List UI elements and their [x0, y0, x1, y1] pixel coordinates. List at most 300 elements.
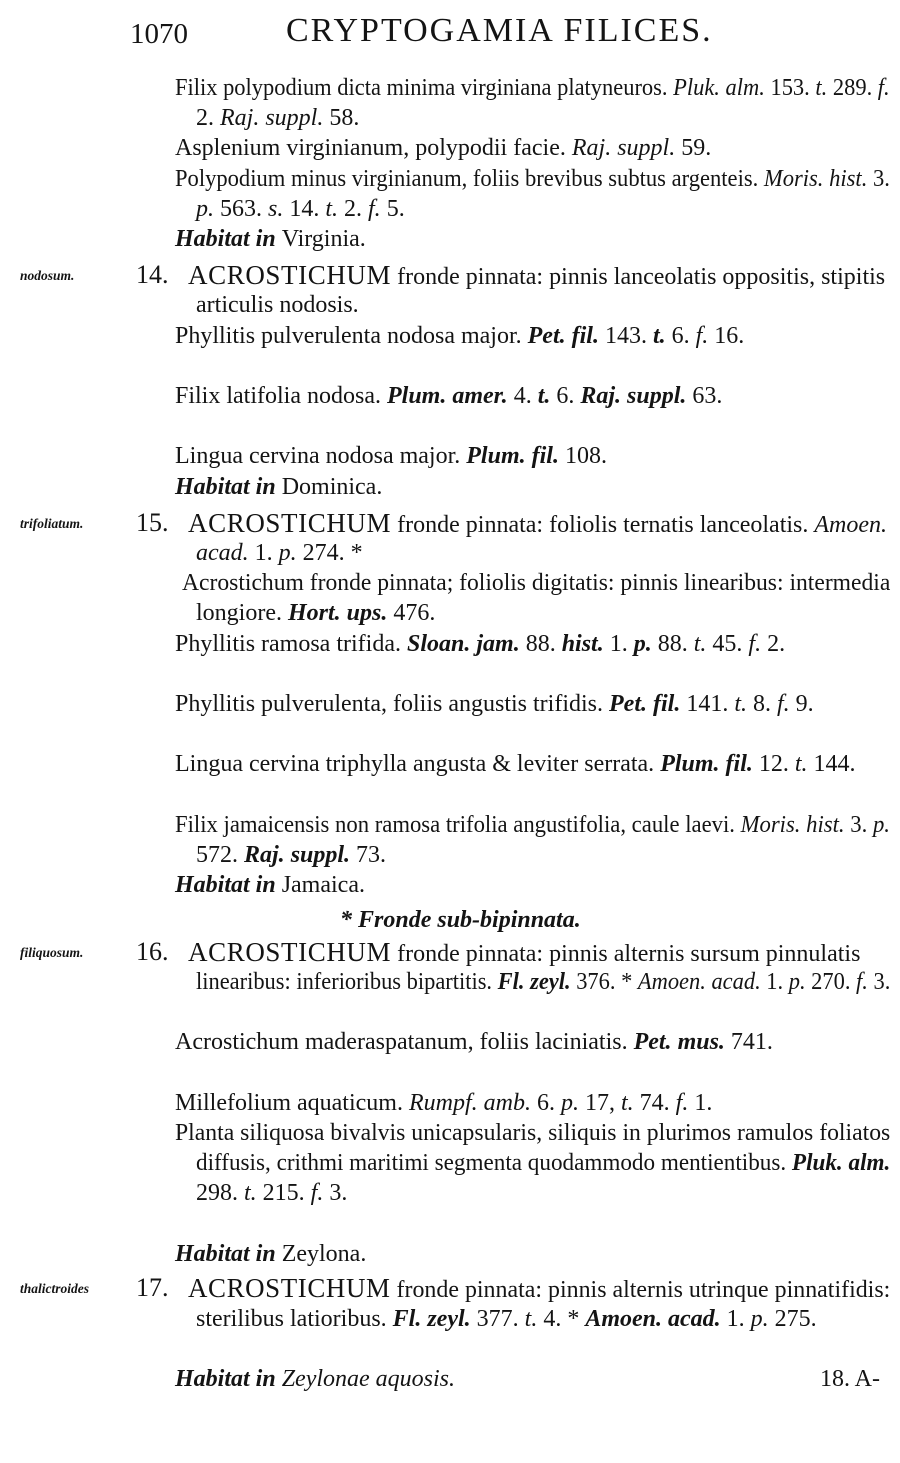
citation-text: f.: [856, 968, 874, 995]
citation-text: t.: [620, 1089, 640, 1116]
citation-text: Raj.: [571, 135, 618, 162]
entry-text: 3.: [873, 968, 891, 995]
entry-text: trifolia: [445, 811, 514, 838]
entry-text: articulis: [196, 292, 280, 319]
entry-text: alternis: [612, 1277, 689, 1304]
entry-text: virginianum,: [351, 165, 473, 192]
citation-text: Amoen.: [814, 511, 888, 538]
citation-text: t.: [325, 195, 345, 222]
entry-text: linearibus:: [196, 968, 297, 995]
entry-text: 4.: [543, 1305, 568, 1332]
entry-text: 1.: [609, 630, 634, 657]
citation-text: Pet.: [609, 691, 653, 718]
citation-text: alm.: [848, 1150, 891, 1177]
entry-text: triphylla: [325, 751, 413, 778]
citation-text: f.: [748, 630, 768, 657]
entry-text: 274.: [302, 540, 351, 567]
entry-line: [175, 630, 785, 658]
entry-text: segmenta: [434, 1150, 528, 1177]
entry-text: trifida.: [336, 630, 407, 657]
entry-continuation-line: [196, 599, 435, 627]
entry-continuation-line: [196, 968, 890, 996]
entry-text: 275.: [774, 1305, 817, 1332]
entry-text: *: [350, 540, 363, 567]
entry-text: in: [622, 1119, 647, 1146]
entry-text: 2.: [344, 195, 369, 222]
entry-text: Asplenium: [175, 135, 287, 162]
citation-text: Fl.: [497, 968, 531, 995]
entry-text: major.: [399, 443, 467, 470]
citation-text: f.: [695, 322, 715, 349]
entry-text: 45.: [712, 630, 749, 657]
entry-text: mentientibus.: [660, 1150, 792, 1177]
entry-line: [175, 442, 607, 470]
entry-text: 63.: [692, 383, 723, 410]
entry-text: 6.: [671, 322, 696, 349]
citation-text: Moris.: [740, 811, 807, 838]
entry-text: 14.: [289, 195, 326, 222]
entry-text: subtus: [608, 165, 672, 192]
entry-text: polypodium: [223, 75, 338, 101]
entry-text: pulverulenta: [261, 322, 387, 349]
entry-text: Filix: [175, 383, 227, 410]
citation-text: t.: [693, 630, 713, 657]
citation-text: acad.: [196, 540, 255, 567]
citation-text: Raj.: [244, 842, 291, 869]
entry-continuation-line: [196, 1305, 817, 1333]
citation-text: hist.: [806, 811, 851, 838]
citation-text: Pet.: [527, 322, 572, 349]
citation-text: f.: [877, 75, 890, 101]
entry-text: angustis: [448, 691, 533, 718]
citation-text: Plum.: [466, 443, 532, 470]
citation-text: amb.: [483, 1089, 537, 1116]
citation-text: Moris.: [763, 165, 830, 192]
entry-line: [175, 1028, 773, 1056]
citation-text: zeyl.: [530, 968, 577, 995]
entry-text: siliquis: [548, 1119, 623, 1146]
entry-text: Zeylona.: [281, 1240, 367, 1267]
entry-text: 6.: [536, 1089, 561, 1116]
entry-line: [175, 74, 890, 102]
citation-text: f.: [310, 1180, 330, 1207]
entry-text: 141.: [686, 691, 735, 718]
entry-text: cervina: [248, 751, 326, 778]
entry-line: [175, 871, 365, 899]
citation-text: s.: [268, 195, 290, 222]
entry-text: 6.: [556, 383, 581, 410]
entry-text: bivalvis: [330, 1119, 412, 1146]
entry-text: 476.: [393, 600, 436, 627]
citation-text: f.: [776, 691, 796, 718]
entry-line: [182, 569, 890, 597]
entry-text: lanceolatis: [613, 264, 723, 291]
citation-text: suppl.: [290, 842, 357, 869]
entry-continuation-line: [196, 1149, 890, 1177]
entry-line: [175, 1365, 455, 1393]
citation-text: p.: [278, 540, 303, 567]
entry-text: nodosis.: [279, 292, 359, 319]
entry-text: 270.: [811, 968, 857, 995]
citation-text: p.: [872, 811, 890, 838]
entry-continuation-line: [196, 1179, 347, 1207]
entry-text: Filix: [175, 811, 224, 838]
citation-text: suppl.: [617, 135, 682, 162]
citation-text: in: [255, 872, 282, 899]
page-number: 1070: [130, 18, 188, 50]
entry-text: non: [335, 811, 375, 838]
entry-text: cervina: [248, 443, 326, 470]
entry-text: Acrostichum: [175, 1029, 305, 1056]
margin-species-name: filiquosum.: [20, 944, 84, 960]
citation-text: t.: [794, 751, 814, 778]
genus-name: ACROSTICHUM: [188, 507, 392, 538]
entry-line: [175, 1240, 366, 1268]
entry-text: fronde: [396, 1277, 465, 1304]
margin-species-name: trifoliatum.: [20, 515, 84, 531]
entry-text: serrata.: [584, 751, 661, 778]
citation-text: Habitat: [175, 1366, 256, 1393]
entry-text: inferioribus: [296, 968, 407, 995]
entry-text: polypodii: [415, 135, 514, 162]
entry-text: pinnatifidis:: [774, 1277, 891, 1304]
entry-line: [175, 811, 890, 839]
entry-text: pinnis: [548, 1277, 613, 1304]
entry-line: [188, 509, 887, 539]
entry-text: dicta: [337, 75, 387, 101]
entry-text: crithmi: [276, 1150, 350, 1177]
citation-text: Amoen.: [637, 968, 712, 995]
entry-text: stipitis: [821, 264, 886, 291]
entry-continuation-line: [196, 291, 359, 319]
entry-text: angustifolia,: [513, 811, 632, 838]
entry-text: ramosa: [261, 630, 337, 657]
entry-text: minima: [386, 75, 461, 101]
citation-text: f.: [675, 1089, 695, 1116]
entry-text: 215.: [262, 1180, 311, 1207]
entry-number: 16.: [136, 936, 169, 966]
entry-text: *: [567, 1305, 586, 1332]
citation-text: Fl.: [392, 1305, 428, 1332]
entry-text: digitatis:: [531, 570, 621, 597]
margin-species-name: nodosum.: [20, 268, 75, 284]
entry-text: foliolis: [459, 570, 532, 597]
entry-line: [175, 750, 856, 778]
entry-text: 377.: [476, 1305, 525, 1332]
entry-text: 376.: [576, 968, 622, 995]
entry-text: Millefolium: [175, 1089, 297, 1116]
entry-text: virginiana: [460, 75, 558, 101]
entry-text: 3.: [850, 811, 873, 838]
entry-text: quodammodo: [527, 1150, 661, 1177]
catchword: 18. A-: [820, 1366, 880, 1393]
citation-text: fil.: [725, 751, 759, 778]
entry-text: maritimi: [349, 1150, 435, 1177]
entry-text: fronde: [397, 511, 466, 538]
entry-text: fronde: [397, 940, 466, 967]
citation-text: jam.: [476, 630, 526, 657]
entry-text: latioribus.: [290, 1305, 393, 1332]
entry-text: maderaspatanum,: [304, 1029, 480, 1056]
entry-text: 9.: [795, 691, 814, 718]
entry-text: 2.: [767, 630, 786, 657]
citation-text: suppl.: [627, 383, 693, 410]
entry-text: &: [492, 751, 517, 778]
entry-text: 108.: [564, 443, 607, 470]
entry-text: 12.: [758, 751, 795, 778]
entry-text: 88.: [657, 630, 694, 657]
entry-text: Dominica.: [281, 473, 383, 500]
citation-text: mus.: [677, 1029, 731, 1056]
entry-text: 1.: [726, 1305, 751, 1332]
entry-line: [175, 165, 890, 193]
citation-text: ups.: [346, 600, 394, 627]
citation-text: p.: [196, 195, 220, 222]
citation-text: amer.: [452, 383, 514, 410]
entry-text: minus: [290, 165, 352, 192]
entry-text: 74.: [639, 1089, 676, 1116]
citation-text: Sloan.: [406, 630, 477, 657]
entry-text: intermedia: [789, 570, 891, 597]
entry-text: Phyllitis: [175, 322, 262, 349]
entry-line: [175, 690, 814, 718]
citation-text: acad.: [668, 1305, 727, 1332]
entry-line: [175, 473, 382, 501]
entry-text: 1.: [694, 1089, 713, 1116]
citation-text: Habitat: [175, 1240, 256, 1267]
entry-text: plurimos: [646, 1119, 737, 1146]
citation-text: in: [255, 1366, 282, 1393]
entry-text: pinnata:: [465, 511, 550, 538]
citation-text: Zeylonae: [281, 1366, 376, 1393]
citation-text: Amoen.: [585, 1305, 669, 1332]
entry-text: 153.: [770, 75, 816, 101]
entry-text: Acrostichum: [182, 570, 310, 597]
citation-text: fil.: [531, 443, 565, 470]
citation-text: Habitat: [175, 473, 256, 500]
entry-line: [175, 134, 711, 162]
citation-text: fil.: [652, 691, 687, 718]
entry-text: nodosa: [386, 322, 461, 349]
citation-text: t.: [537, 383, 557, 410]
entry-line: [188, 261, 885, 291]
entry-text: fronde: [397, 264, 466, 291]
citation-text: suppl.: [265, 105, 330, 132]
citation-text: p.: [750, 1305, 775, 1332]
entry-line: [175, 225, 366, 253]
citation-text: t.: [652, 322, 672, 349]
entry-text: 563.: [220, 195, 268, 222]
citation-text: acad.: [711, 968, 767, 995]
citation-text: t.: [524, 1305, 544, 1332]
entry-continuation-line: [196, 195, 405, 223]
citation-text: alm.: [725, 75, 771, 101]
entry-text: foliis: [479, 1029, 535, 1056]
entry-text: linearibus:: [683, 570, 790, 597]
citation-text: aquosis.: [375, 1366, 456, 1393]
entry-text: laevi.: [685, 811, 741, 838]
citation-text: Raj.: [580, 383, 628, 410]
entry-text: 59.: [681, 135, 712, 162]
entry-text: lanceolatis.: [699, 511, 815, 538]
entry-text: leviter: [516, 751, 585, 778]
citation-text: Pluk.: [673, 75, 726, 101]
entry-text: angusta: [412, 751, 493, 778]
entry-text: foliolis: [549, 511, 624, 538]
citation-text: Pet.: [633, 1029, 678, 1056]
entry-text: 58.: [329, 105, 360, 132]
entry-text: nodosa: [325, 443, 400, 470]
citation-text: in: [255, 226, 282, 252]
entry-text: platyneuros.: [557, 75, 674, 101]
entry-text: 572.: [196, 842, 244, 869]
entry-text: Jamaica.: [281, 872, 365, 899]
genus-name: ACROSTICHUM: [188, 1273, 391, 1304]
entry-text: pinnata;: [377, 570, 460, 597]
entry-text: ramosa: [374, 811, 446, 838]
citation-text: Rumpf.: [408, 1089, 484, 1116]
entry-text: 5.: [386, 195, 405, 222]
entry-text: argenteis.: [671, 165, 764, 192]
entry-line: [175, 322, 744, 350]
entry-text: siliquosa: [240, 1119, 331, 1146]
entry-text: virginianum,: [286, 135, 416, 162]
entry-text: foliatos: [819, 1119, 891, 1146]
entry-line: [175, 1089, 712, 1117]
entry-text: longiore.: [196, 600, 288, 627]
entry-text: aquaticum.: [297, 1089, 409, 1116]
entry-text: pinnis: [549, 264, 614, 291]
entry-text: Virginia.: [281, 226, 366, 252]
entry-text: 4.: [513, 383, 538, 410]
entry-line: [175, 382, 722, 410]
citation-text: t.: [244, 1180, 263, 1207]
citation-text: p.: [788, 968, 812, 995]
entry-text: Polypodium: [175, 165, 291, 192]
entry-continuation-line: [196, 104, 359, 132]
entry-text: 144.: [813, 751, 856, 778]
entry-text: major.: [460, 322, 528, 349]
citation-text: Hort.: [287, 600, 347, 627]
entry-text: 88.: [525, 630, 562, 657]
entry-text: Lingua: [175, 751, 249, 778]
entry-line: [188, 938, 860, 968]
entry-text: utrinque: [688, 1277, 775, 1304]
citation-text: zeyl.: [427, 1305, 477, 1332]
entry-text: latifolia: [226, 383, 307, 410]
entry-continuation-line: [196, 539, 363, 567]
entry-text: jamaicensis: [223, 811, 336, 838]
entry-text: pinnata:: [465, 940, 550, 967]
entry-text: bipartitis.: [406, 968, 498, 995]
genus-name: ACROSTICHUM: [188, 260, 392, 291]
running-title: CRYPTOGAMIA FILICES.: [286, 12, 713, 49]
entry-text: laciniatis.: [534, 1029, 634, 1056]
entry-text: 1.: [254, 540, 279, 567]
entry-number: 15.: [136, 507, 169, 537]
entry-text: pinnulatis: [765, 940, 861, 967]
entry-text: 3.: [329, 1180, 348, 1207]
entry-text: 741.: [730, 1029, 773, 1056]
entry-text: facie.: [513, 135, 572, 162]
citation-text: fil.: [571, 322, 605, 349]
entry-text: oppositis,: [722, 264, 822, 291]
entry-text: 298.: [196, 1180, 244, 1207]
entry-text: 16.: [714, 322, 745, 349]
entry-text: nodosa.: [307, 383, 387, 410]
entry-text: sursum: [690, 940, 766, 967]
citation-text: Habitat: [175, 226, 256, 252]
entry-text: 8.: [752, 691, 777, 718]
entry-text: 2.: [196, 105, 220, 132]
citation-text: in: [255, 473, 282, 500]
entry-text: 73.: [356, 842, 387, 869]
entry-number: 17.: [136, 1273, 169, 1303]
citation-text: Pluk.: [791, 1150, 849, 1177]
entry-text: foliis: [472, 165, 525, 192]
citation-text: hist.: [829, 165, 873, 192]
entry-text: 17,: [584, 1089, 621, 1116]
entry-text: Filix: [175, 75, 224, 101]
citation-text: f.: [368, 195, 387, 222]
entry-text: 3.: [872, 165, 890, 192]
citation-text: Habitat: [175, 872, 256, 899]
entry-line: [188, 1274, 890, 1304]
citation-text: Plum.: [387, 383, 453, 410]
citation-text: p.: [633, 630, 658, 657]
entry-continuation-line: [196, 841, 386, 869]
section-subheading: * Fronde sub-bipinnata.: [340, 907, 581, 933]
citation-text: Raj.: [220, 105, 266, 132]
entry-text: sterilibus: [196, 1305, 290, 1332]
entry-text: pinnata:: [465, 264, 550, 291]
citation-text: t.: [815, 75, 833, 101]
entry-text: pinnis: [549, 940, 614, 967]
entry-text: Lingua: [175, 443, 249, 470]
entry-text: pinnata:: [464, 1277, 549, 1304]
page-header: [130, 10, 770, 60]
entry-text: diffusis,: [196, 1150, 277, 1177]
margin-species-name: thalictroides: [20, 1281, 90, 1297]
entry-text: *: [621, 968, 638, 995]
entry-text: 289.: [832, 75, 878, 101]
entry-text: Phyllitis: [175, 691, 262, 718]
citation-text: hist.: [561, 630, 610, 657]
entry-text: fronde: [309, 570, 378, 597]
citation-text: in: [255, 1240, 282, 1267]
entry-text: foliis: [392, 691, 449, 718]
genus-name: ACROSTICHUM: [188, 936, 392, 967]
entry-text: ramulos: [736, 1119, 820, 1146]
citation-text: t.: [734, 691, 753, 718]
entry-text: pinnis: [620, 570, 684, 597]
entry-text: pulverulenta,: [261, 691, 393, 718]
citation-text: p.: [560, 1089, 585, 1116]
entry-text: 1.: [766, 968, 789, 995]
entry-text: Phyllitis: [175, 630, 262, 657]
entry-number: 14.: [136, 260, 169, 290]
entry-text: brevibus: [524, 165, 609, 192]
citation-text: Plum.: [660, 751, 726, 778]
entry-text: ternatis: [623, 511, 700, 538]
entry-text: Planta: [175, 1119, 241, 1146]
entry-text: 143.: [604, 322, 653, 349]
entry-line: [175, 1119, 890, 1147]
entry-text: unicapsularis,: [411, 1119, 549, 1146]
entry-text: trifidis.: [533, 691, 609, 718]
entry-text: alternis: [613, 940, 691, 967]
entry-text: caule: [631, 811, 686, 838]
